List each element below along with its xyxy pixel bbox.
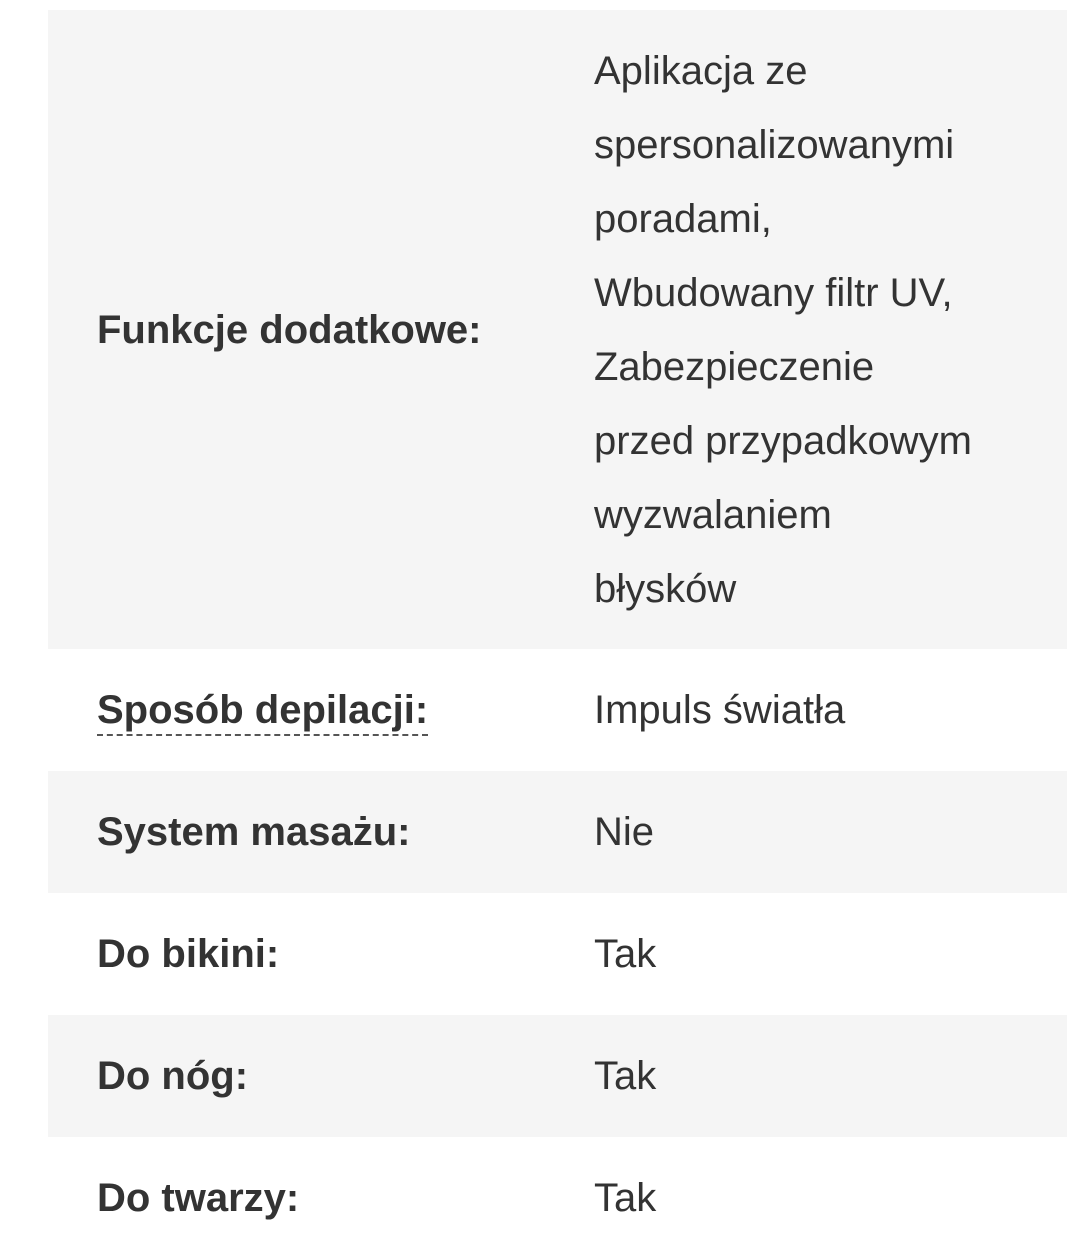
spec-value: Tak: [594, 1054, 657, 1098]
spec-label-text: Do bikini:: [97, 932, 280, 976]
spec-value-line: błysków: [594, 566, 737, 611]
spec-value-line: przed przypadkowym: [594, 418, 972, 463]
spec-label-text: Do twarzy:: [97, 1176, 300, 1220]
spec-label-text: System masażu:: [97, 810, 411, 854]
spec-value: Tak: [594, 932, 657, 976]
spec-value-line: spersonalizowanymi: [594, 122, 955, 167]
spec-value: Tak: [594, 1176, 657, 1220]
spec-value-line: Aplikacja ze: [594, 48, 808, 93]
spec-label-text: Do nóg:: [97, 1054, 249, 1098]
spec-label: [48, 930, 594, 978]
spec-value-line: wyzwalaniem: [594, 492, 832, 537]
spec-label: [48, 1174, 594, 1222]
spec-row-additional-features: [48, 10, 1067, 649]
spec-label-text: Funkcje dodatkowe:: [97, 307, 482, 352]
spec-row-bikini: [48, 893, 1067, 1015]
spec-value: Nie: [594, 810, 655, 854]
spec-value-line: Wbudowany filtr UV,: [594, 270, 953, 315]
spec-value-line: Zabezpieczenie: [594, 344, 875, 389]
spec-label: [48, 1052, 594, 1100]
spec-value: Impuls światła: [594, 688, 846, 732]
spec-row-legs: [48, 1015, 1067, 1137]
spec-row-massage-system: [48, 771, 1067, 893]
spec-row-depilation-method: [48, 649, 1067, 771]
spec-value: [594, 12, 1067, 648]
spec-value-line: poradami,: [594, 196, 772, 241]
spec-label: [48, 686, 594, 734]
spec-row-face: [48, 1137, 1067, 1259]
spec-label: [48, 808, 594, 856]
spec-label-tooltip-link[interactable]: Sposób depilacji:: [97, 688, 428, 736]
spec-label: [48, 306, 594, 354]
spec-table: [48, 10, 1067, 1259]
